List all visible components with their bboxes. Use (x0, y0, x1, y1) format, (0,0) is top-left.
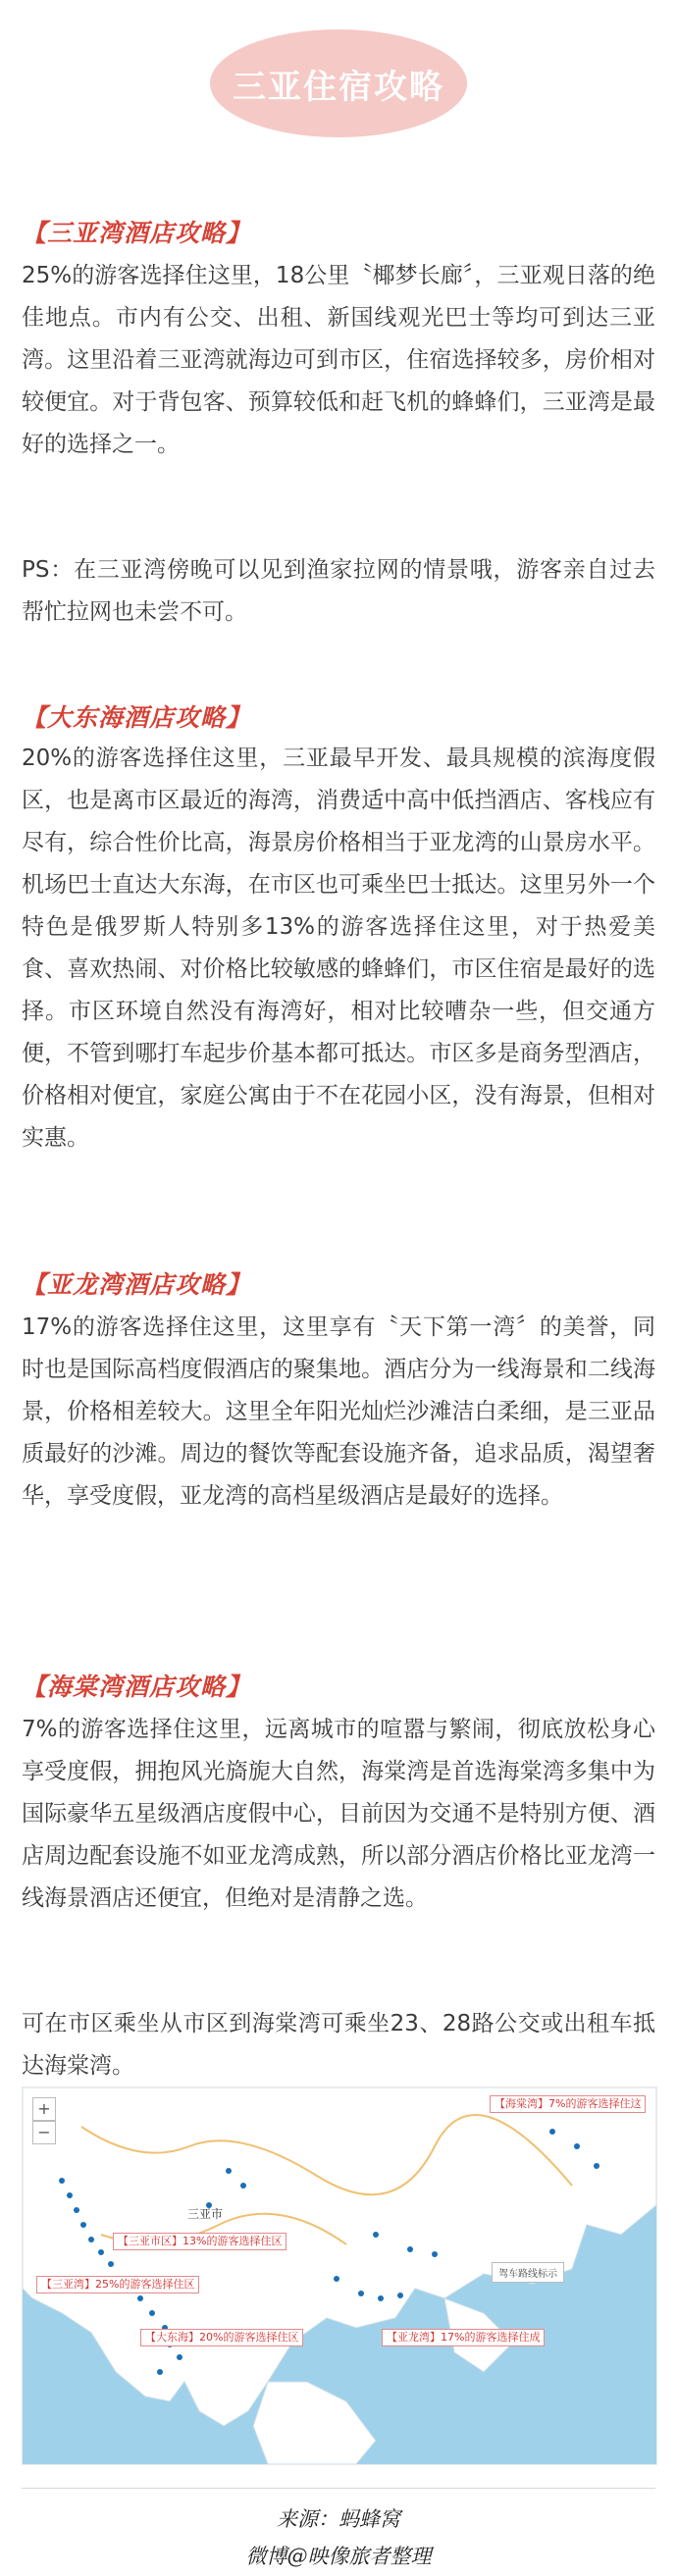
section-heading-sanya-bay: 【三亚湾酒店攻略】 (22, 219, 252, 247)
map-route-control[interactable]: 驾车路线标示 (492, 2262, 564, 2283)
sanya-map[interactable] (22, 2087, 657, 2465)
hotel-marker (88, 2237, 94, 2242)
page-title: 三亚住宿攻略 (233, 67, 444, 107)
hotel-marker (137, 2295, 143, 2301)
hotel-marker (226, 2168, 232, 2174)
weibo-credit: 微博@映像旅者整理 (245, 2545, 432, 2568)
hotel-marker (373, 2232, 379, 2238)
section-transport-haitang-bay: 可在市区乘坐从市区到海棠湾可乘坐23、28路公交或出租车抵达海棠湾。 (22, 2011, 655, 2079)
hotel-marker (407, 2246, 413, 2252)
hotel-marker (157, 2369, 163, 2375)
section-paragraph-yalong-bay: 17%的游客选择住这里，这里享有〝天下第一湾〞的美誉，同时也是国际高档度假酒店的聚集地。酒店分为一线海景和二线海景，价格相差较大。这里全年阳光灿烂沙滩洁白柔细，是三亚品质最好的沙滩。周边的餐饮等配套设施齐备，追求品质，渴望奢华，享受度假，亚龙湾的高档星级酒店是最好的选择。 (22, 1314, 655, 1509)
map-label-city-center: 【三亚市区】13%的游客选择住区 (113, 2233, 286, 2250)
hotel-marker (149, 2310, 155, 2316)
hotel-marker (378, 2295, 384, 2301)
hotel-marker (397, 2293, 403, 2298)
section-heading-yalong-bay: 【亚龙湾酒店攻略】 (22, 1270, 252, 1299)
map-label-yalong-bay: 【亚龙湾】17%的游客选择住成 (382, 2329, 545, 2346)
map-zoom-out-button[interactable]: − (32, 2121, 56, 2144)
hotel-marker (98, 2249, 104, 2255)
map-zoom-in-button[interactable]: + (32, 2097, 56, 2121)
map-label-sanya-bay: 【三亚湾】25%的游客选择住区 (36, 2276, 199, 2293)
map-city-name: 三亚市 (187, 2207, 224, 2221)
hotel-marker (334, 2276, 339, 2282)
section-heading-haitang-bay: 【海棠湾酒店攻略】 (22, 1673, 252, 1701)
hotel-marker (74, 2207, 79, 2213)
footer-divider (22, 2488, 655, 2489)
hotel-marker (80, 2222, 86, 2228)
map-label-haitang-bay: 【海棠湾】7%的游客选择住这 (490, 2095, 646, 2113)
title-badge (210, 29, 467, 137)
hotel-marker (177, 2354, 182, 2360)
hotel-marker (240, 2183, 246, 2189)
hotel-marker (67, 2192, 73, 2198)
section-heading-dadonghai: 【大东海酒店攻略】 (22, 703, 252, 732)
section-paragraph-haitang-bay: 7%的游客选择住这里，远离城市的喧嚣与繁闹，彻底放松身心享受度假，拥抱风光旖旎大自然，海棠湾是首选海棠湾多集中为国际豪华五星级酒店度假中心，目前因为交通不是特别方便、酒店周边配套设施不如亚龙湾成熟，所以部分酒店价格比亚龙湾一线海景酒店还便宜，但绝对是清静之选。 (22, 1717, 655, 1911)
section-paragraph-dadonghai: 20%的游客选择住这里，三亚最早开发、最具规模的滨海度假区，也是离市区最近的海湾，消费适中高中低挡酒店、客栈应有尽有，综合性价比高，海景房价格相当于亚龙湾的山景房水平。机场巴士直达大东海，在市区也可乘坐巴士抵达。这里另外一个特色是俄罗斯人特别多13%的游客选择住这里，对于热爱美食、喜欢热闹、对价格比较敏感的蜂蜂们，市区住宿是最好的选择。市区环境自然没有海湾好，相对比较嘈杂一些，但交通方便，不管到哪打车起步价基本都可抵达。市区多是商务型酒店，价格相对便宜，家庭公寓由于不在花园小区，没有海景，但相对实惠。 (22, 746, 655, 1151)
hotel-marker (358, 2291, 364, 2296)
source-credit: 来源：蚂蜂窝 (277, 2507, 400, 2531)
hotel-marker (549, 2129, 555, 2135)
hotel-marker (59, 2178, 65, 2184)
section-ps-sanya-bay: PS：在三亚湾傍晚可以见到渔家拉网的情景哦，游客亲自过去帮忙拉网也未尝不可。 (22, 557, 655, 625)
section-paragraph-sanya-bay: 25%的游客选择住这里，18公里〝椰梦长廊〞，三亚观日落的绝佳地点。市内有公交、出租、新国线观光巴士等均可到达三亚湾。这里沿着三亚湾就海边可到市区，住宿选择较多，房价相对较便宜。对于背包客、预算较低和赶飞机的蜂蜂们，三亚湾是最好的选择之一。 (22, 263, 655, 457)
hotel-marker (594, 2163, 599, 2169)
map-label-dadonghai: 【大东海】20%的游客选择住区 (140, 2329, 303, 2346)
hotel-marker (574, 2143, 580, 2149)
hotel-marker (108, 2261, 114, 2267)
hotel-marker (432, 2251, 438, 2257)
